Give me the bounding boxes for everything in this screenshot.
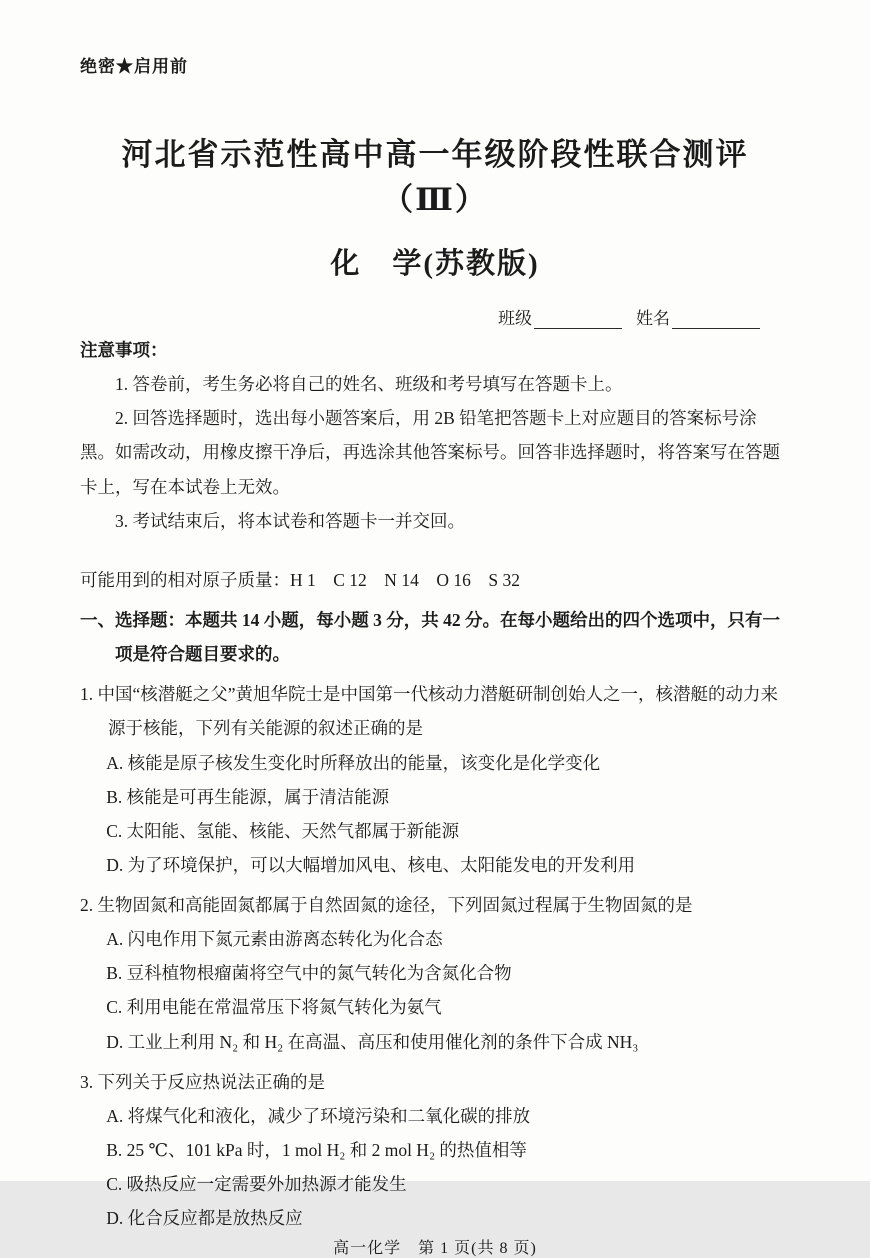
class-label: 班级 [498,309,532,328]
question-3 [80,1065,790,1236]
question-2 [80,888,790,1059]
question-1-stem: 1. 中国“核潜艇之父”黄旭华院士是中国第一代核动力潜艇研制创始人之一，核潜艇的动力来源于核能，下列有关能源的叙述正确的是 [80,684,779,739]
question-3-option-c: C. 吸热反应一定需要外加热源才能发生 [106,1174,407,1194]
atomic-masses-line: 可能用到的相对原子质量：H 1 C 12 N 14 O 16 S 32 [80,569,520,590]
notice-item-1: 1. 答卷前，考生务必将自己的姓名、班级和考号填写在答题卡上。 [115,374,623,395]
question-2-stem: 2. 生物固氮和高能固氮都属于自然固氮的途径，下列固氮过程属于生物固氮的是 [80,895,693,915]
section-header: 一、选择题：本题共 14 小题，每小题 3 分，共 42 分。在每小题给出的四个选项中，只有一项是符合题目要求的。 [80,610,780,665]
question-3-option-d: D. 化合反应都是放热反应 [106,1208,303,1229]
name-blank-line [672,311,760,329]
name-label: 姓名 [636,309,670,328]
question-2-option-d: D. 工业上利用 N₂ 和 H₂ 在高温、高压和使用催化剂的条件下合成 NH₃ [106,1031,639,1052]
subject-subtitle: 化 学(苏教版) [330,248,540,280]
question-1 [80,677,790,882]
page-footer: 高一化学 第 1 页(共 8 页) [333,1240,537,1258]
question-1-option-d: D. 为了环境保护，可以大幅增加风电、核电、太阳能发电的开发利用 [106,854,636,875]
question-1-option-a: A. 核能是原子核发生变化时所释放出的能量，该变化是化学变化 [106,752,601,773]
question-2-option-b: B. 豆科植物根瘤菌将空气中的氮气转化为含氮化合物 [106,963,512,984]
page-title: 河北省示范性高中高一年级阶段性联合测评（Ⅲ） [121,137,749,217]
notice-item-3: 3. 考试结束后，将本试卷和答题卡一并交回。 [115,510,465,531]
question-2-option-c: C. 利用电能在常温常压下将氮气转化为氨气 [106,997,442,1018]
notices-heading: 注意事项： [80,340,168,360]
question-3-option-a: A. 将煤气化和液化，减少了环境污染和二氧化碳的排放 [106,1105,531,1126]
question-1-option-b: B. 核能是可再生能源，属于清洁能源 [106,786,390,807]
class-field [498,304,622,329]
secrecy-notice: 绝密★启用前 [80,57,188,76]
question-1-option-c: C. 太阳能、氢能、核能、天然气都属于新能源 [106,820,460,841]
student-id-row [80,304,790,329]
class-blank-line [534,311,622,329]
question-2-option-a: A. 闪电作用下氮元素由游离态转化为化合态 [106,929,443,950]
question-3-option-b: B. 25 ℃、101 kPa 时，1 mol H₂ 和 2 mol H₂ 的热值相等 [106,1139,527,1160]
notice-item-2: 2. 回答选择题时，选出每小题答案后，用 2B 铅笔把答题卡上对应题目的答案标号涂黑。如需改动，用橡皮擦干净后，再选涂其他答案标号。回答非选择题时，将答案写在答题卡上，写在本试卷上无效。 [80,408,780,497]
exam-notices [80,333,790,538]
name-field [636,304,760,329]
question-3-stem: 3. 下列关于反应热说法正确的是 [80,1071,325,1092]
